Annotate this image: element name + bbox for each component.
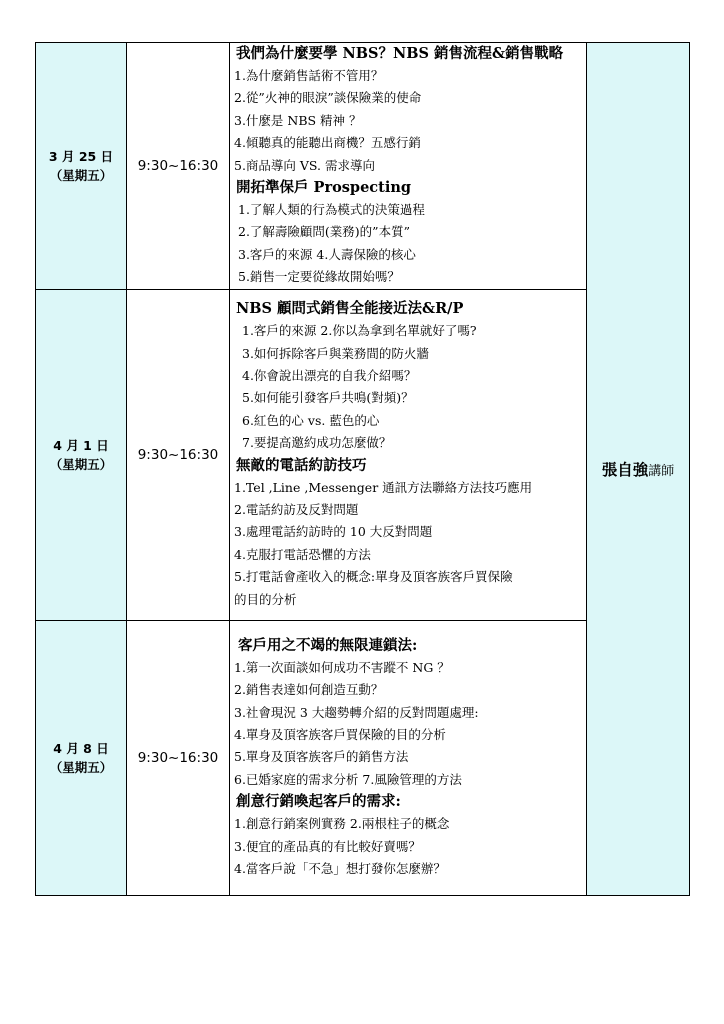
- list-item: 6.已婚家庭的需求分析 7.風險管理的方法: [234, 771, 462, 787]
- section-title: 創意行銷喚起客戶的需求:: [236, 793, 401, 811]
- list-item: 4.單身及頂客族客戶買保險的目的分析: [234, 727, 446, 743]
- list-item: 1.第一次面談如何成功不害蹤不 NG ？: [234, 659, 450, 675]
- list-item: 3.便宜的產品真的有比較好賣嗎？: [234, 838, 421, 854]
- list-item: 2.電話約訪及反對問題: [234, 502, 359, 518]
- list-item: 5.單身及頂客族客戶的銷售方法: [234, 749, 409, 765]
- time-cell: [127, 620, 230, 895]
- date-text: 3 月 25 日: [48, 148, 114, 164]
- date-text: 4 月 8 日: [53, 740, 109, 756]
- date-cell: [36, 43, 127, 290]
- time-cell: [127, 289, 230, 620]
- list-item: 6.紅色的心 vs. 藍色的心: [242, 412, 380, 428]
- list-item: 3.社會現況 3 大趨勢轉介紹的反對問題處理:: [234, 704, 479, 720]
- teacher-name: 張自強: [601, 460, 649, 479]
- date-cell: [36, 620, 127, 895]
- weekday-text: （星期五）: [49, 167, 113, 183]
- time-text: 9:30~16:30: [137, 157, 219, 174]
- date-text: 4 月 1 日: [53, 437, 109, 453]
- list-item: 3.什麼是 NBS 精神 ？: [234, 112, 362, 128]
- list-item: 4.克服打電話恐懼的方法: [234, 546, 371, 562]
- section-title: 開拓準保戶 Prospecting: [236, 179, 412, 197]
- list-item: 3.處理電話約訪時的 10 大反對問題: [234, 524, 433, 540]
- list-item: 1.創意行銷案例實務 2.兩根柱子的概念: [234, 816, 450, 832]
- time-cell: [127, 43, 230, 290]
- table-row: [36, 43, 690, 290]
- weekday-text: （星期五）: [49, 759, 113, 775]
- list-item: 2.從”火神的眼淚”談保險業的使命: [234, 90, 422, 106]
- content-cell: [230, 289, 587, 620]
- list-item: 5.如何能引發客戶共鳴(對頻)？: [242, 390, 414, 406]
- list-item: 2.了解壽險顧問(業務)的”本質”: [238, 224, 410, 240]
- section-title: NBS 顧問式銷售全能接近法&R/P: [236, 300, 464, 318]
- list-item: 5.打電話會產收入的概念:單身及頂客族客戶買保險: [234, 569, 513, 585]
- list-item: 4.傾聽真的能聽出商機？五感行銷: [234, 135, 421, 151]
- list-item: 的目的分析: [234, 591, 297, 607]
- list-item: 1.為什麼銷售話術不管用？: [234, 68, 384, 83]
- date-cell: [36, 289, 127, 620]
- section-title: 無敵的電話約訪技巧: [236, 456, 367, 474]
- list-item: 4.當客戶說「不急」想打發你怎麼辦？: [234, 861, 446, 877]
- list-item: 7.要提高邀約成功怎麼做？: [242, 435, 392, 451]
- content-cell: [230, 620, 587, 895]
- schedule-table: [35, 42, 690, 896]
- list-item: 2.銷售表達如何創造互動？: [234, 682, 384, 698]
- section-title: 我們為什麼要學 NBS？NBS 銷售流程&銷售戰略: [236, 45, 564, 62]
- list-item: 5.商品導向 VS. 需求導向: [234, 157, 375, 173]
- time-text: 9:30~16:30: [137, 749, 219, 766]
- weekday-text: （星期五）: [49, 456, 113, 472]
- list-item: 1.Tel ,Line ,Messenger 通訊方法聯絡方法技巧應用: [234, 479, 533, 495]
- section-title: 客戶用之不竭的無限連鎖法:: [238, 636, 418, 654]
- list-item: 4.你會說出漂亮的自我介紹嗎？: [242, 368, 417, 384]
- list-item: 3.客戶的來源 4.人壽保險的核心: [238, 246, 416, 262]
- list-item: 1.客戶的來源 2.你以為拿到名單就好了嗎?: [242, 323, 477, 339]
- time-text: 9:30~16:30: [137, 446, 219, 463]
- teacher-title: 講師: [648, 463, 675, 479]
- list-item: 5.銷售一定要從緣故開始嗎？: [238, 269, 400, 285]
- teacher-cell: [587, 43, 690, 896]
- list-item: 1.了解人類的行為模式的決策過程: [238, 202, 425, 218]
- list-item: 3.如何拆除客戶與業務間的防火牆: [242, 345, 429, 361]
- content-cell: [230, 43, 587, 290]
